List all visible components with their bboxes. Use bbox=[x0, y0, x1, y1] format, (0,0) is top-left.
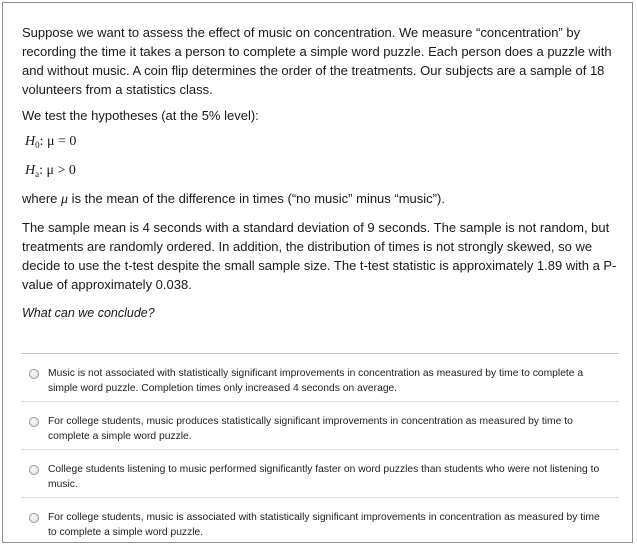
alternative-hypothesis-symbol: H bbox=[25, 163, 36, 178]
mu-symbol: μ bbox=[61, 192, 69, 207]
null-hypothesis-symbol: H bbox=[25, 134, 36, 149]
null-hypothesis bbox=[25, 132, 618, 155]
answer-option-text: Music is not associated with statistically significant improvements in concentration as measured by time to complete a simple word puzzle. Completion times only increased 4 seconds on average. bbox=[48, 368, 584, 394]
answer-option-text: College students listening to music performed significantly faster on word puzzles than students who were not listening to music. bbox=[48, 464, 600, 490]
question-intro: Suppose we want to assess the effect of music on concentration. We measure “concentration” by recording the time it takes a person to complete a simple word puzzle. Each person does a puzzle with and without music. A coin flip determines the order of the treatments. Our subjects are a sample of 18 volunteers from a statistics class. bbox=[22, 25, 612, 97]
hypothesis-intro: We test the hypotheses (at the 5% level): bbox=[22, 108, 259, 123]
parameter-definition-prefix: where bbox=[22, 191, 62, 206]
answer-option-4[interactable] bbox=[21, 498, 619, 546]
question-prompt: What can we conclude? bbox=[22, 306, 155, 320]
null-hypothesis-expression: : μ = 0 bbox=[39, 134, 77, 149]
question-body bbox=[22, 23, 618, 323]
answer-option-text: For college students, music is associated with statistically significant improvements in concentration as measured by time to complete a simple word puzzle. bbox=[48, 512, 600, 538]
answer-option-3[interactable] bbox=[21, 450, 619, 498]
null-hypothesis-subscript: 0 bbox=[35, 140, 40, 150]
answer-option-text: For college students, music produces statistically significant improvements in concentration as measured by time to complete a simple word puzzle. bbox=[48, 416, 573, 442]
alternative-hypothesis bbox=[25, 161, 618, 184]
radio-button-icon[interactable] bbox=[29, 465, 39, 475]
radio-button-icon[interactable] bbox=[29, 513, 39, 523]
answer-option-2[interactable] bbox=[21, 402, 619, 450]
parameter-definition bbox=[22, 189, 618, 209]
answer-option-1[interactable] bbox=[21, 354, 619, 402]
alternative-hypothesis-expression: : μ > 0 bbox=[39, 163, 76, 178]
alternative-hypothesis-subscript: a bbox=[35, 169, 40, 179]
parameter-definition-suffix: is the mean of the difference in times (“no music” minus “music”). bbox=[68, 191, 445, 206]
question-panel bbox=[2, 2, 633, 543]
radio-button-icon[interactable] bbox=[29, 417, 39, 427]
radio-button-icon[interactable] bbox=[29, 369, 39, 379]
answer-options bbox=[21, 354, 619, 546]
test-results: The sample mean is 4 seconds with a standard deviation of 9 seconds. The sample is not random, but treatments are randomly ordered. In addition, the distribution of times is not strongly skewed, so we decide to use the t-test despite the small sample size. The t-test statistic is approximately 1.89 with a P-value of approximately 0.038. bbox=[22, 220, 617, 292]
